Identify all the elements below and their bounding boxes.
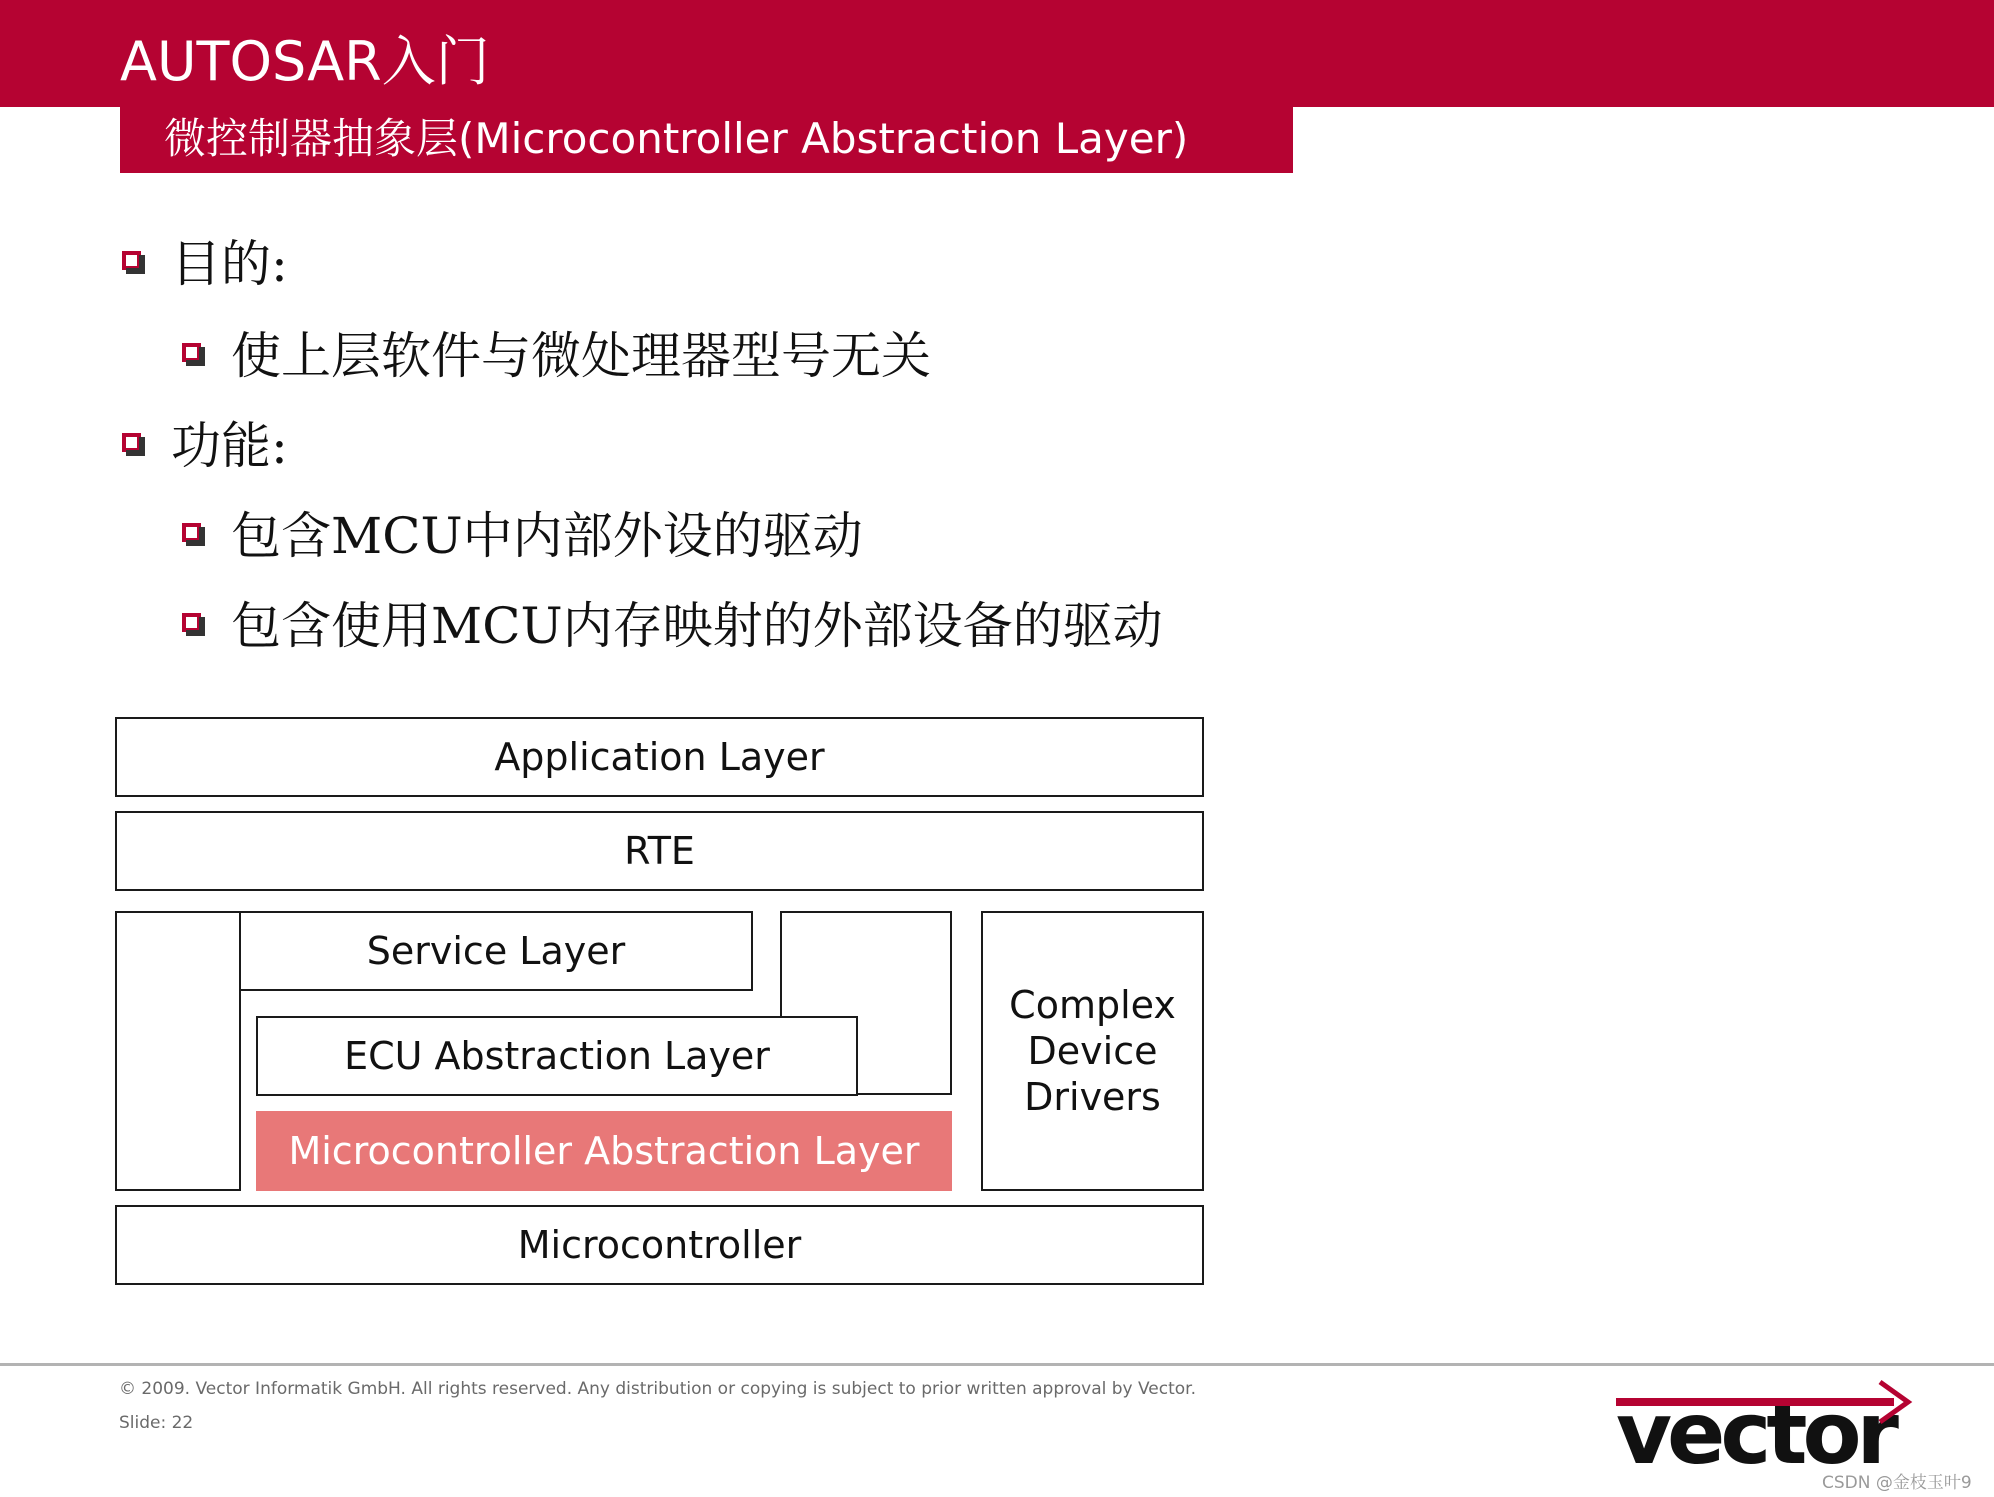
vector-logo [1612,1372,1918,1482]
checkbox-bullet-icon [122,251,141,270]
bullet-function-detail-1 [182,496,863,568]
application-layer-box: Application Layer [115,717,1204,797]
title-banner [0,0,1994,107]
rte-box: RTE [115,811,1204,891]
microcontroller-abstraction-layer-box: Microcontroller Abstraction Layer [256,1111,952,1191]
bullet-text: 使上层软件与微处理器型号无关 [231,327,931,385]
logo-arrow-icon [1612,1372,1918,1482]
subtitle-banner [120,107,1293,173]
slide-title: AUTOSAR入门 [120,30,490,93]
bullet-text: 包含使用MCU内存映射的外部设备的驱动 [231,597,1163,655]
bullet-function [122,406,288,478]
footer-divider [0,1363,1994,1366]
checkbox-bullet-icon [122,433,141,452]
service-layer-left-column [115,911,241,1191]
bullet-purpose [122,224,288,296]
checkbox-bullet-icon [182,343,201,362]
checkbox-bullet-icon [182,613,201,632]
bullet-text: 包含MCU中内部外设的驱动 [231,507,863,565]
bullet-text: 功能: [171,417,288,475]
checkbox-bullet-icon [182,523,201,542]
bullet-function-detail-2 [182,586,1163,658]
bullet-text: 目的: [171,235,288,293]
bullet-purpose-detail [182,316,931,388]
complex-device-drivers-box: Complex Device Drivers [981,911,1204,1191]
service-layer-box: Service Layer [239,911,753,991]
copyright-notice: © 2009. Vector Informatik GmbH. All rights reserved. Any distribution or copying is subject to prior written approval by Vector. [119,1379,1197,1399]
source-watermark: CSDN @金枝玉叶9 [1822,1473,1972,1493]
slide-number: Slide: 22 [119,1413,194,1433]
slide-subtitle: 微控制器抽象层(Microcontroller Abstraction Layer) [164,114,1189,163]
ecu-abstraction-layer-box: ECU Abstraction Layer [256,1016,858,1096]
microcontroller-box: Microcontroller [115,1205,1204,1285]
logo-wordmark: vector [1616,1384,1894,1484]
